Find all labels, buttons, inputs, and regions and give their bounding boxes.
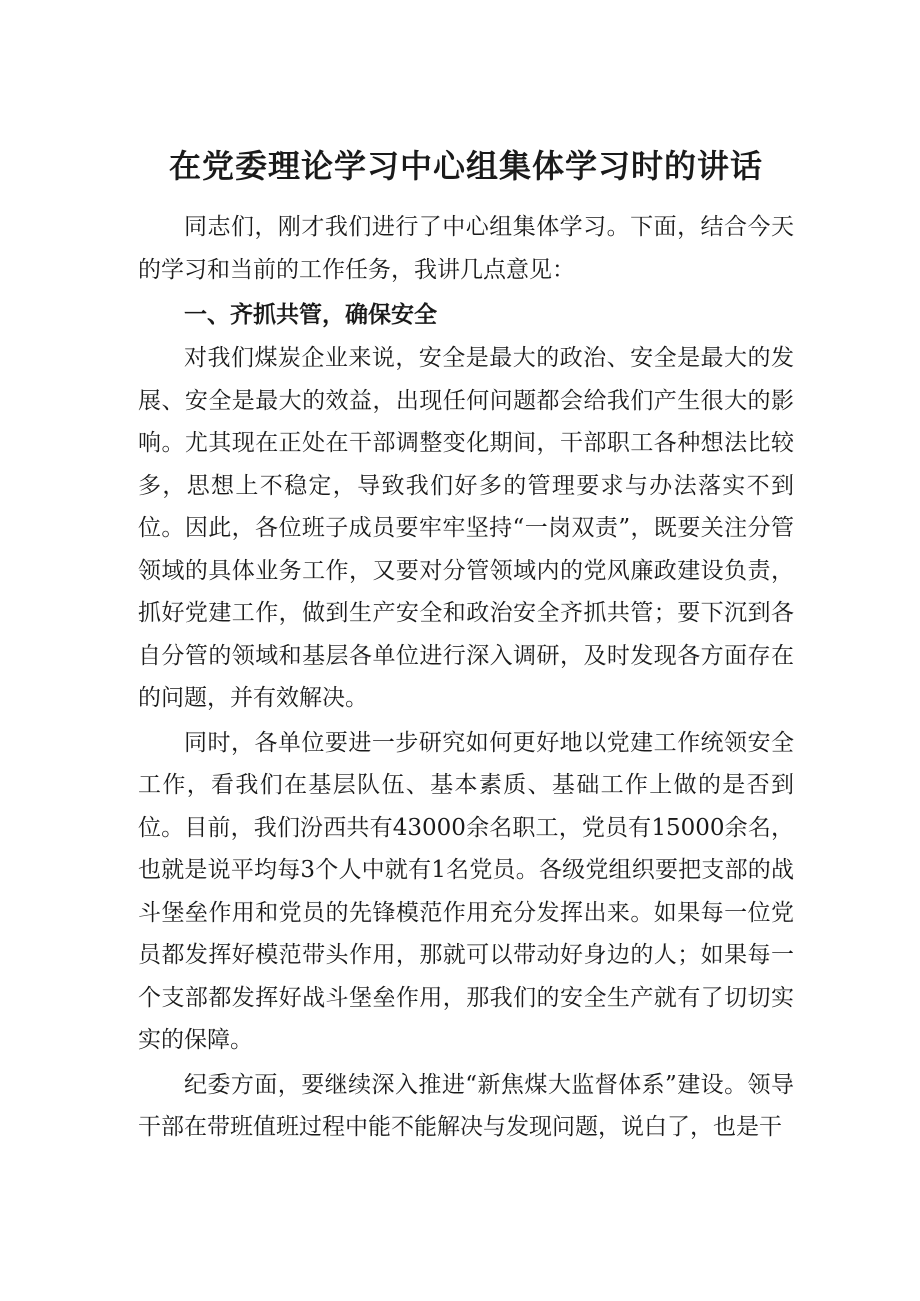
- document-title: 在党委理论学习中心组集体学习时的讲话: [168, 147, 763, 185]
- body-paragraph-3: 纪委方面，要继续深入推进“新焦煤大监督体系”建设。领导干部在带班值班过程中能不能解决与发现问题，说白了，也是干: [138, 1071, 794, 1140]
- document-page: [138, 140, 794, 1151]
- body-paragraph-1: 对我们煤炭企业来说，安全是最大的政治、安全是最大的发展、安全是最大的效益，出现任何问题都会给我们产生很大的影响。尤其现在正处在干部调整变化期间，干部职工各种想法比较多，思想上不稳定，导致我们好多的管理要求与办法落实不到位。因此，各位班子成员要牢牢坚持“一岗双责”，既要关注分管领域的具体业务工作，又要对分管领域内的党风廉政建设负责，抓好党建工作，做到生产安全和政治安全齐抓共管；要下沉到各自分管的领域和基层各单位进行深入调研，及时发现各方面存在的问题，并有效解决。: [138, 345, 794, 711]
- body-paragraph-2: 同时，各单位要进一步研究如何更好地以党建工作统领安全工作，看我们在基层队伍、基本素质、基础工作上做的是否到位。目前，我们汾西共有43000余名职工，党员有15000余名，也就是说平均每3个人中就有1名党员。各级党组织要把支部的战斗堡垒作用和党员的先锋模范作用充分发挥出来。如果每一位党员都发挥好模范带头作用，那就可以带动好身边的人；如果每一个支部都发挥好战斗堡垒作用，那我们的安全生产就有了切切实实的保障。: [138, 729, 794, 1053]
- intro-paragraph: 同志们，刚才我们进行了中心组集体学习。下面，结合今天的学习和当前的工作任务，我讲几点意见：: [138, 214, 794, 283]
- section-heading: 一、齐抓共管，确保安全: [184, 302, 437, 328]
